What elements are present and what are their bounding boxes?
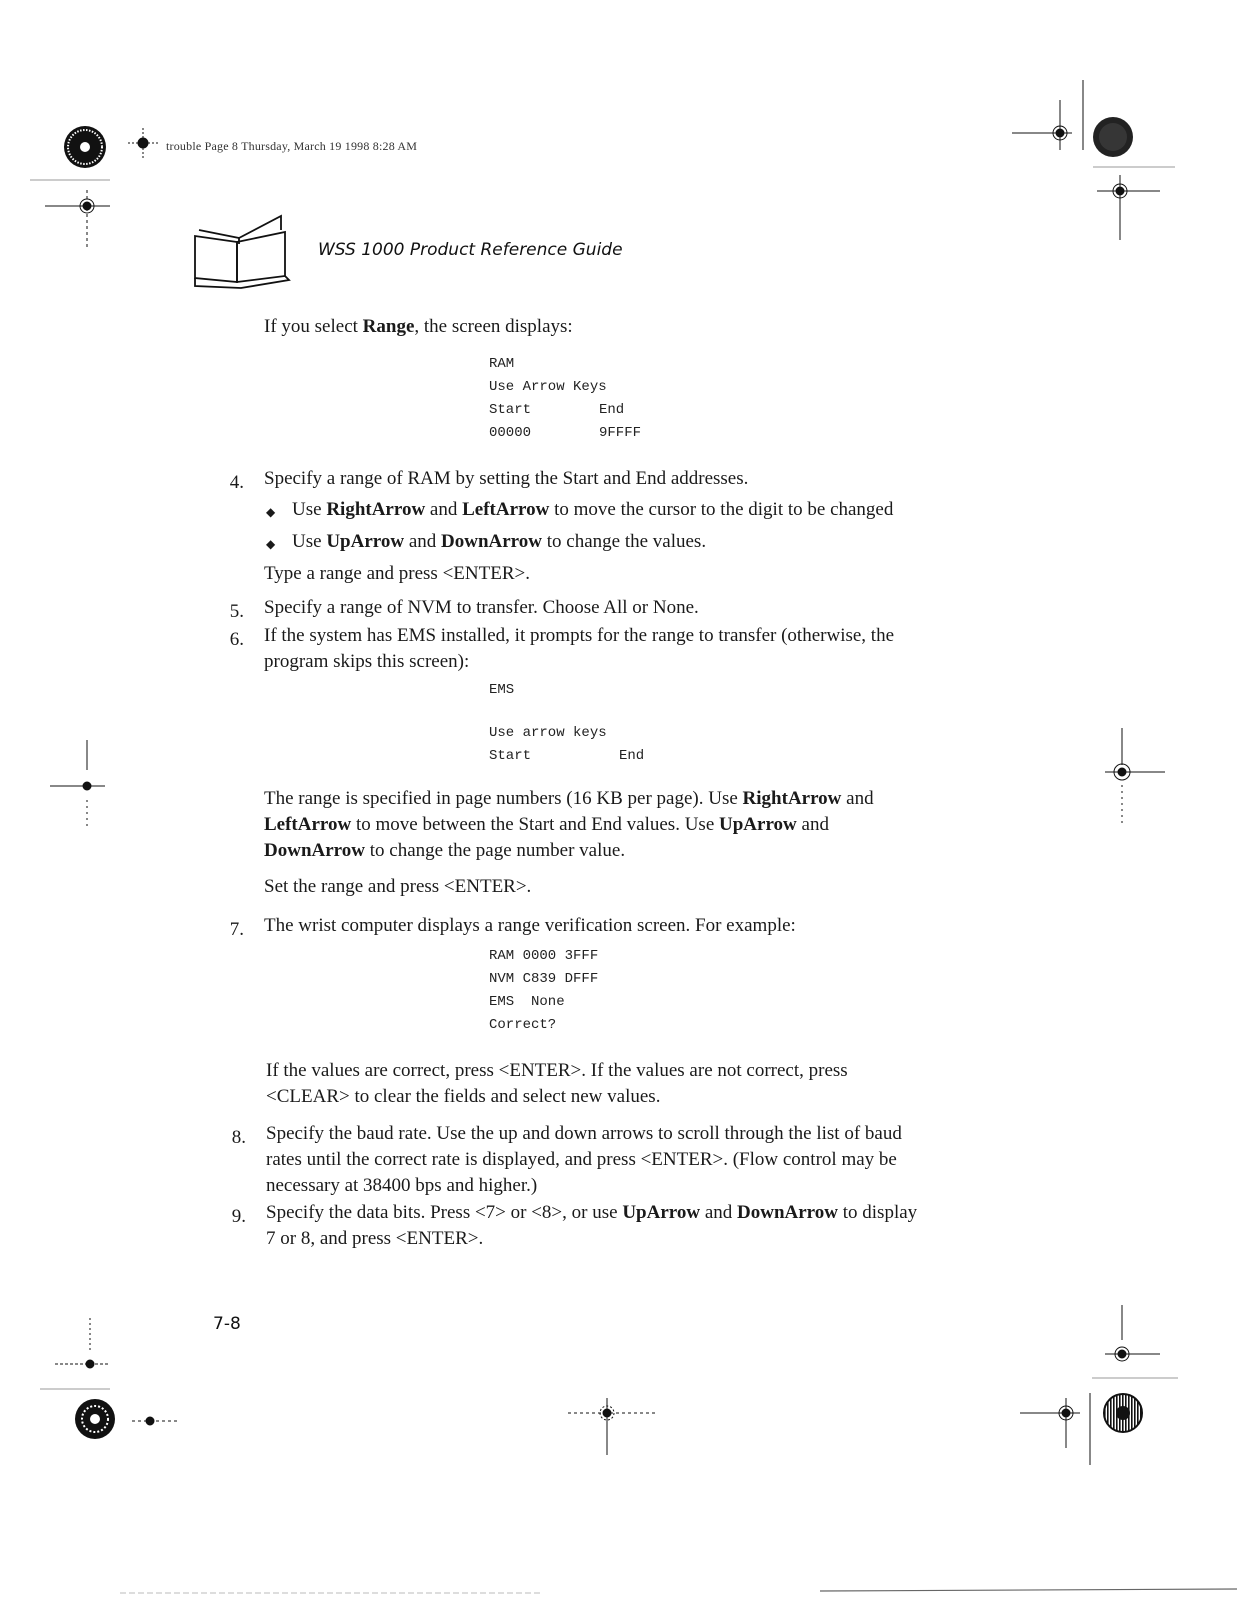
values-paragraph: If the values are correct, press <ENTER>. If the values are not correct, press <CLEAR> to clear the fields and select new values. <box>266 1060 848 1107</box>
step-note: Type a range and press <ENTER>. <box>264 563 530 584</box>
step-number: 9. <box>231 1206 246 1227</box>
step-number: 5. <box>229 601 244 622</box>
crosshair-icon <box>40 1318 110 1389</box>
sunburst-mark-icon <box>1104 1394 1142 1432</box>
step-text: If the system has EMS installed, it prompts for the range to transfer (otherwise, the program skips this screen): <box>264 625 895 672</box>
screen-display-range: RAM Use Arrow Keys Start End 00000 9FFFF <box>489 356 642 441</box>
step-number: 7. <box>229 919 244 940</box>
crosshair-icon <box>50 740 105 830</box>
crosshair-icon <box>128 128 160 158</box>
crosshair-icon <box>1020 1393 1090 1465</box>
step-text: Specify a range of NVM to transfer. Choose All or None. <box>264 597 699 618</box>
book-icon <box>193 210 297 290</box>
screen-display-ems: EMS Use arrow keys Start End <box>489 682 645 764</box>
sunburst-mark-icon <box>75 1399 115 1439</box>
print-slug: trouble Page 8 Thursday, March 19 1998 8:28 AM <box>166 139 418 153</box>
bullet-item: Use RightArrow and LeftArrow to move the cursor to the digit to be changed <box>292 499 894 520</box>
crosshair-icon <box>1093 167 1175 240</box>
header-title: WSS 1000 Product Reference Guide <box>318 240 623 260</box>
page-number: 7-8 <box>213 1314 241 1334</box>
solid-circle-mark-icon <box>1093 117 1133 157</box>
step-text: Specify a range of RAM by setting the Start and End addresses. <box>264 468 749 489</box>
range-paragraph: The range is specified in page numbers (16 KB per page). Use RightArrow and LeftArrow to move between the Start and End values. Use UpArrow and DownArrow to change the page number value. <box>264 788 874 861</box>
step-text: The wrist computer displays a range verification screen. For example: <box>264 915 796 936</box>
bullet-icon: ◆ <box>266 505 276 519</box>
crosshair-icon <box>132 1417 180 1425</box>
bullet-item: Use UpArrow and DownArrow to change the values. <box>292 531 707 552</box>
crosshair-icon <box>1012 80 1083 150</box>
crosshair-icon <box>568 1398 655 1455</box>
bullet-icon: ◆ <box>266 537 276 551</box>
step-number: 4. <box>229 472 244 493</box>
intro-paragraph: If you select Range, the screen displays: <box>264 316 573 337</box>
step-text: Specify the baud rate. Use the up and down arrows to scroll through the list of baud rates until the correct rate is displayed, and press <ENTER>. (Flow control may be necessary at 38400 bps and higher.) <box>266 1123 902 1196</box>
sunburst-mark-icon <box>64 126 106 168</box>
crosshair-icon <box>30 180 110 250</box>
crosshair-icon <box>1105 728 1165 825</box>
screen-display-verification: RAM 0000 3FFF NVM C839 DFFF EMS None Correct? <box>489 948 599 1033</box>
set-range-note: Set the range and press <ENTER>. <box>264 876 532 897</box>
step-number: 8. <box>231 1127 246 1148</box>
step-text: Specify the data bits. Press <7> or <8>, or use UpArrow and DownArrow to display 7 or 8, and press <ENTER>. <box>266 1202 918 1249</box>
step-number: 6. <box>229 629 244 650</box>
crosshair-icon <box>1092 1305 1178 1378</box>
